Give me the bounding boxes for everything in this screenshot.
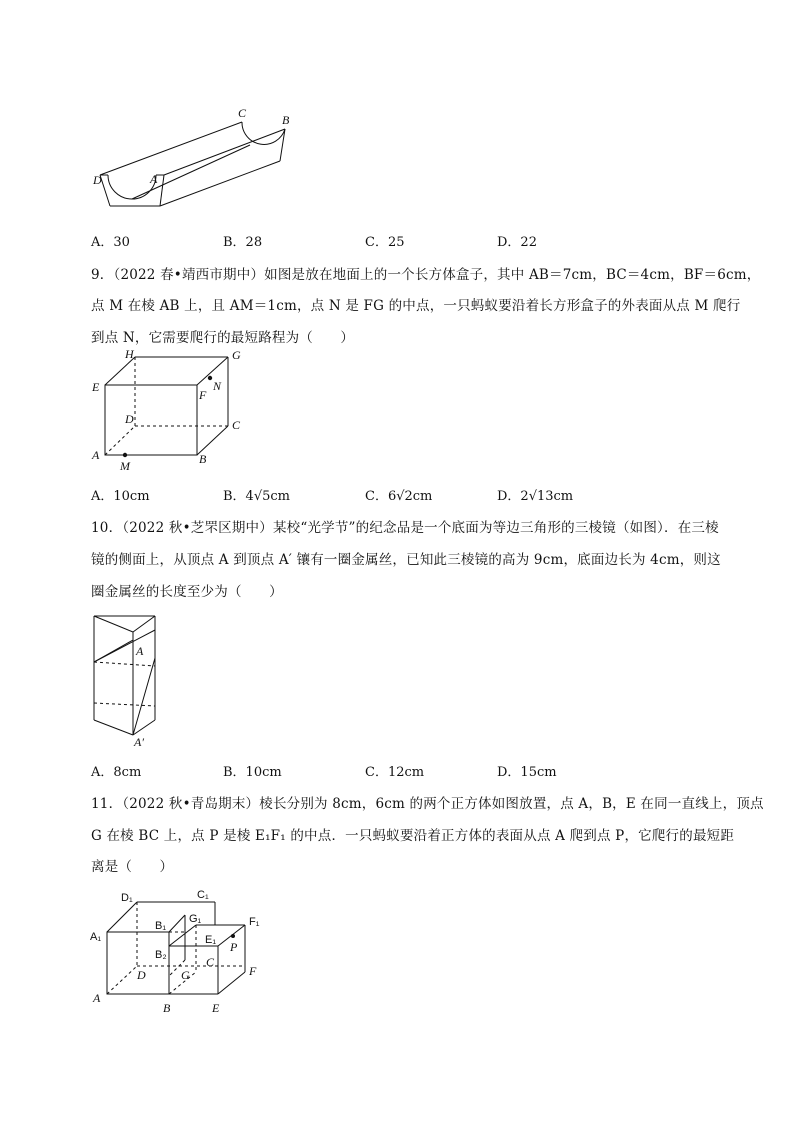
q8-label-d: D [93, 173, 102, 187]
q11-label-p: P [230, 940, 238, 954]
q11-question-line-3: 离是（ ） [91, 859, 174, 875]
q8-option-a[interactable]: A．30 [91, 235, 130, 250]
q9-question-line-1: 9．（2022 春•靖西市期中）如图是放在地面上的一个长方体盒子，其中 AB＝7cm，BC＝4cm，BF＝6cm， [91, 267, 761, 283]
q9-question-line-3: 到点 N，它需要爬行的最短路程为（ ） [91, 330, 355, 346]
q9-option-d[interactable]: D．2√13cm [497, 489, 574, 504]
q11-label-b: B [163, 1001, 171, 1015]
q8-option-c[interactable]: C．25 [365, 235, 405, 250]
q10-option-a[interactable]: A．8cm [91, 765, 142, 780]
q10-option-d[interactable]: D．15cm [497, 765, 557, 780]
q11-label-g: G [181, 968, 190, 982]
q11-label-d1: D₁ [121, 892, 133, 904]
q11-label-d: D [137, 968, 146, 982]
q10-question-line-2: 镜的侧面上，从顶点 A 到顶点 A′ 镶有一圈金属丝，已知此三棱镜的高为 9cm，底面边长为 4cm，则这 [91, 552, 721, 568]
q10-option-c[interactable]: C．12cm [365, 765, 425, 780]
q11-label-a: A [93, 991, 101, 1005]
q10-label-a: A [136, 644, 144, 658]
q8-label-c: C [238, 106, 247, 120]
q11-label-a1: A₁ [90, 931, 102, 943]
q9-label-d: D [125, 412, 134, 426]
q8-channel-figure [80, 95, 310, 220]
q9-label-f: F [199, 388, 207, 402]
q11-question-line-1: 11．（2022 秋•青岛期末）棱长分别为 8cm，6cm 的两个正方体如图放置，点 A，B，E 在同一直线上，顶点 [91, 796, 764, 812]
q8-option-d[interactable]: D．22 [497, 235, 537, 250]
q11-label-f: F [249, 964, 257, 978]
q9-option-c[interactable]: C．6√2cm [365, 489, 433, 504]
q11-label-f1: F₁ [249, 916, 260, 928]
q9-label-a: A [92, 448, 100, 462]
q11-label-b1: B₁ [155, 920, 167, 932]
q8-label-a: A [150, 172, 158, 186]
q9-label-c: C [232, 418, 241, 432]
q9-label-b: B [199, 452, 207, 466]
q11-label-c: C [206, 955, 215, 969]
q11-label-e: E [212, 1001, 220, 1015]
q11-label-g1: G₁ [189, 913, 202, 925]
q10-label-a-prime: A′ [134, 735, 144, 749]
q9-question-line-2: 点 M 在棱 AB 上，且 AM＝1cm，点 N 是 FG 的中点，一只蚂蚁要沿着长方形盒子的外表面从点 M 爬行 [91, 298, 741, 314]
q8-option-b[interactable]: B．28 [223, 235, 263, 250]
q9-label-h: H [125, 347, 134, 361]
q9-label-n: N [213, 379, 222, 393]
q9-label-g: G [232, 348, 241, 362]
q9-option-a[interactable]: A．10cm [91, 489, 150, 504]
q8-label-b: B [282, 113, 290, 127]
q11-label-b2: B₂ [155, 949, 167, 961]
q11-question-line-2: G 在棱 BC 上，点 P 是棱 E₁F₁ 的中点．一只蚂蚁要沿着正方体的表面从点 A 爬到点 P，它爬行的最短距 [91, 828, 735, 844]
q9-option-b[interactable]: B．4√5cm [223, 489, 290, 504]
q11-label-c1: C₁ [197, 889, 209, 901]
q10-question-line-3: 圈金属丝的长度至少为（ ） [91, 584, 283, 600]
q9-label-e: E [92, 380, 100, 394]
q11-cubes-figure [85, 880, 285, 1020]
q9-box-figure [85, 345, 255, 475]
q10-prism-figure [88, 610, 178, 755]
q10-option-b[interactable]: B．10cm [223, 765, 282, 780]
q9-label-m: M [120, 459, 130, 473]
q10-question-line-1: 10．（2022 秋•芝罘区期中）某校“光学节”的纪念品是一个底面为等边三角形的三棱镜（如图）．在三棱 [91, 520, 719, 536]
q11-label-e1: E₁ [205, 934, 217, 946]
